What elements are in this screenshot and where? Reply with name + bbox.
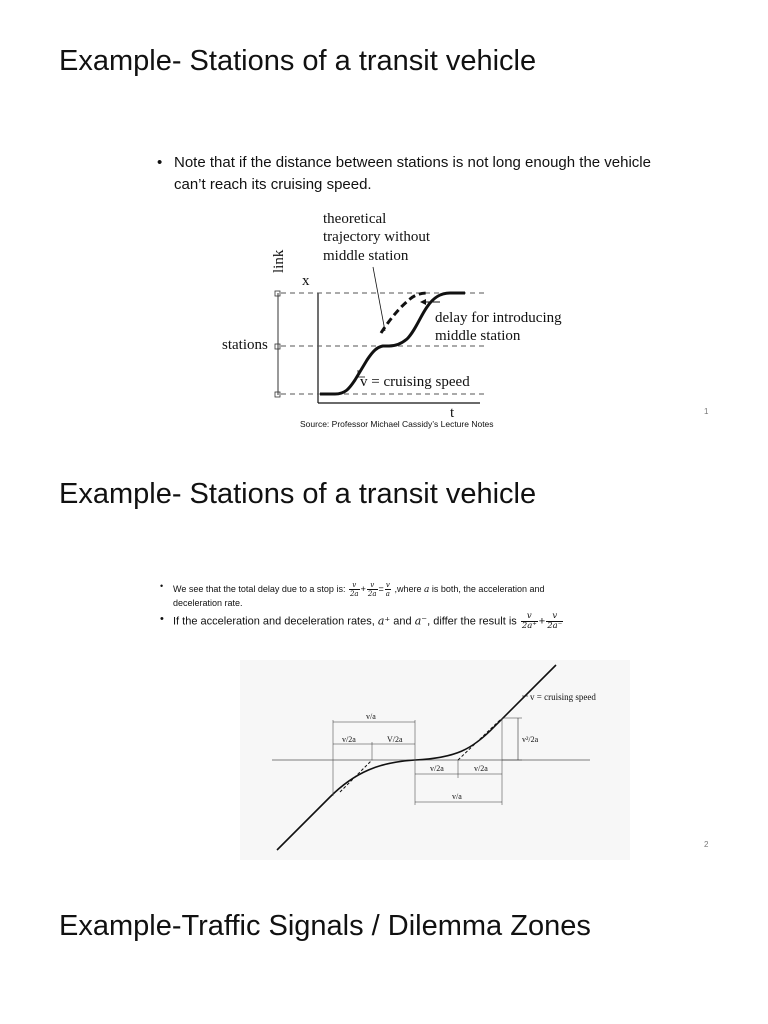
stations-label: stations <box>222 337 268 353</box>
bullet-dot: • <box>157 154 163 171</box>
annotation-cruising-speed: v = cruising speed <box>360 374 470 390</box>
label-v-over-2a-left: v/2a <box>342 735 356 744</box>
plus-sign: + <box>360 583 366 594</box>
label-v-over-a-top: v/a <box>366 712 376 721</box>
label-v-over-a-bottom: v/a <box>452 792 462 801</box>
label-v2-over-2a: v²/2a <box>522 735 539 744</box>
equals-sign: = <box>378 583 384 594</box>
bullet-1-prefix: We see that the total delay due to a stop is: <box>173 583 346 594</box>
fraction-v-over-2a-2: $\frac{v}{2a}$ <box>367 581 377 598</box>
bullet-2-mid: , differ the result is <box>427 615 517 628</box>
slide-1-title: Example- Stations of a transit vehicle <box>59 45 537 77</box>
slide-3-title: Example-Traffic Signals / Dilemma Zones <box>59 910 591 942</box>
delay-geometry-figure <box>240 660 630 860</box>
figure-source: Source: Professor Michael Cassidy’s Lecture Notes <box>300 419 494 429</box>
a-minus-symbol: a⁻ <box>414 614 428 628</box>
annotation-theoretical-pointer <box>373 267 385 331</box>
page-number-2: 2 <box>704 840 709 849</box>
fraction-v-over-2a-plus: $\frac{v}{2a^+}$ <box>521 611 537 631</box>
fraction-v-over-a: $\frac{v}{a}$ <box>385 581 390 598</box>
annotation-theoretical-line3: middle station <box>323 248 409 264</box>
slide-2-bullet-1-text <box>160 581 640 609</box>
label-v-over-2a-mid: v/2a <box>430 764 444 773</box>
bullet-1-line2: deceleration rate. <box>173 598 243 608</box>
bullet-1-end: is both, the acceleration and <box>431 583 545 594</box>
slide-2-title: Example- Stations of a transit vehicle <box>59 478 537 510</box>
label-v-over-2a-mid2: v/2a <box>474 764 488 773</box>
bullet-1-suffix: ,where <box>394 583 422 594</box>
annotation-delay-line2: middle station <box>435 328 521 344</box>
annotation-theoretical-line2: trajectory without <box>323 229 431 245</box>
delay-arrowhead <box>420 299 426 305</box>
theoretical-trajectory <box>381 293 428 333</box>
page-number-1: 1 <box>704 407 709 416</box>
slide-1-bullet <box>157 152 677 196</box>
t-axis-label: t <box>450 405 455 420</box>
bullet-2-prefix: If the acceleration and deceleration rates, <box>173 615 375 628</box>
bullet-dot: • <box>160 581 164 591</box>
link-axis-label: link <box>271 249 287 273</box>
slide-1-bullet-text: Note that if the distance between stations is not long enough the vehicle can’t reach its cruising speed. <box>174 154 651 193</box>
stations-trajectory-figure <box>215 205 595 420</box>
label-V-over-2a: V/2a <box>387 735 403 744</box>
fraction-v-over-2a-minus: $\frac{v}{2a^-}$ <box>547 611 563 631</box>
label-cruising-speed: v = cruising speed <box>530 692 596 702</box>
bullet-1-var: a <box>424 584 430 595</box>
slide-2-bullet-2 <box>160 612 660 631</box>
a-plus-symbol: a⁺ <box>377 614 391 628</box>
slide-2-bullet-2-text <box>160 612 660 631</box>
x-axis-label: x <box>302 273 310 289</box>
fraction-v-over-2a: $\frac{v}{2a}$ <box>349 581 359 598</box>
plus-sign-2: + <box>538 615 546 628</box>
slide-2-bullet-1 <box>160 581 640 609</box>
bullet-2-and: and <box>393 615 412 628</box>
annotation-delay-line1: delay for introducing <box>435 310 562 326</box>
bullet-dot: • <box>160 613 164 625</box>
annotation-theoretical-line1: theoretical <box>323 211 387 227</box>
